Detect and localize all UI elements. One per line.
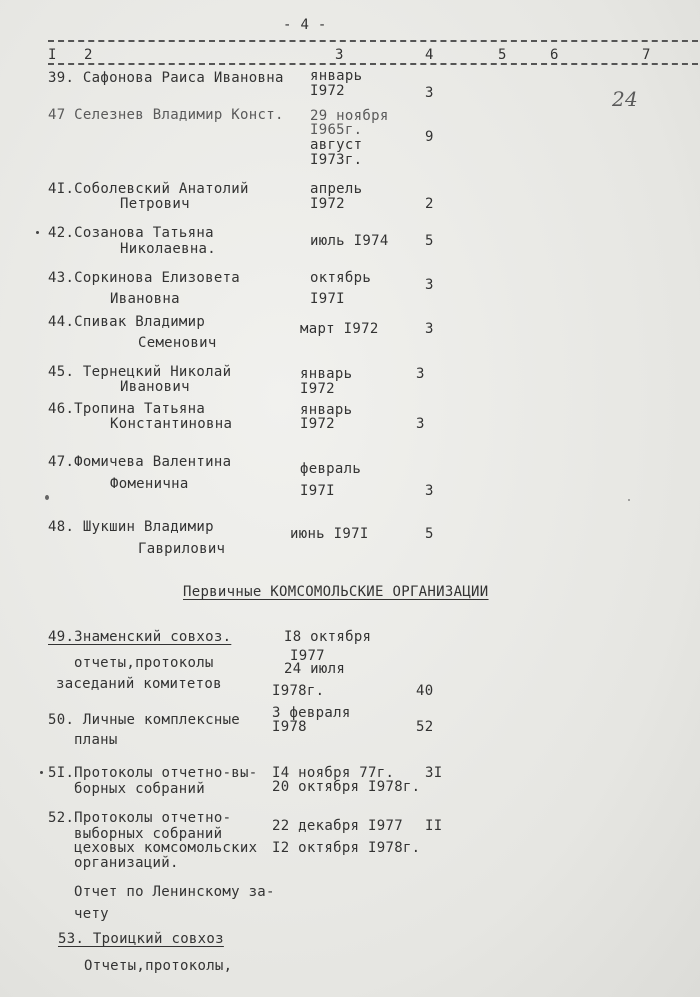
org-entry-date: I978 <box>272 719 307 735</box>
entry-date: I965г. <box>310 122 363 138</box>
entry-name-cont: Николаевна. <box>120 241 217 257</box>
column-header-6: 6 <box>550 47 559 63</box>
entry-date: март I972 <box>300 321 379 337</box>
scan-speck <box>628 499 630 501</box>
entry-date: январь <box>310 68 363 84</box>
entry-name-cont: Фоменична <box>110 476 189 492</box>
org-entry-title: 5I.Протоколы отчетно-вы- <box>48 765 258 781</box>
entry-count: 5 <box>425 233 434 249</box>
org-entry-date: I4 ноября 77г. <box>272 765 395 781</box>
org-entry-count: 40 <box>416 683 434 699</box>
scan-speck <box>40 771 43 774</box>
header-rule-bottom <box>48 63 698 65</box>
org-entry-text: заседаний комитетов <box>56 676 222 692</box>
entry-name: 43.Соркинова Елизовета <box>48 270 241 286</box>
entry-date: 29 ноября <box>310 108 389 124</box>
entry-date: I972 <box>310 196 345 212</box>
entry-count: 3 <box>425 321 434 337</box>
column-header-1: I <box>48 47 57 63</box>
entry-name: 39. Сафонова Раиса Ивановна <box>48 70 284 86</box>
entry-name-cont: Иванович <box>120 379 190 395</box>
entry-count: 9 <box>425 129 434 145</box>
org-entry-date: I2 октября I978г. <box>272 840 421 856</box>
org-entry-count: II <box>425 818 443 834</box>
column-header-4: 4 <box>425 47 434 63</box>
org-entry-text: организаций. <box>74 855 179 871</box>
entry-date: октябрь <box>310 270 372 286</box>
handwritten-sheet-number: 24 <box>612 87 639 111</box>
entry-date: I973г. <box>310 152 363 168</box>
entry-date: январь <box>300 402 353 418</box>
org-entry-text: чету <box>74 906 109 922</box>
entry-name: 42.Созанова Татьяна <box>48 225 214 241</box>
column-header-7: 7 <box>642 47 651 63</box>
org-entry-text: Отчет по Ленинскому за- <box>74 884 275 900</box>
entry-name: 4I.Соболевский Анатолий <box>48 181 249 197</box>
org-entry-date: I978г. <box>272 683 325 699</box>
org-entry-title: 50. Личные комплексные <box>48 712 241 728</box>
entry-date: I972 <box>310 83 345 99</box>
entry-date: февраль <box>300 461 362 477</box>
entry-date: август <box>310 137 363 153</box>
org-entry-text: отчеты,протоколы <box>74 655 214 671</box>
entry-name: 44.Спивак Владимир <box>48 314 206 330</box>
entry-date: июнь I97I <box>290 526 369 542</box>
org-entry-title: 49.Знаменский совхоз. <box>48 629 232 645</box>
entry-name: 45. Тернецкий Николай <box>48 364 232 380</box>
org-entry-date: 20 октября I978г. <box>272 779 421 795</box>
entry-date: I972 <box>300 381 335 397</box>
org-entry-title: 53. Троицкий совхоз <box>58 931 224 947</box>
entry-count: 3 <box>425 85 434 101</box>
entry-name-cont: Семенович <box>138 335 217 351</box>
entry-count: 3 <box>425 483 434 499</box>
entry-date: январь <box>300 366 353 382</box>
org-entry-title: 52.Протоколы отчетно- <box>48 810 232 826</box>
entry-date: I972 <box>300 416 335 432</box>
org-entry-date: I8 октября <box>284 629 372 645</box>
entry-date: июль I974 <box>310 233 389 249</box>
entry-date: I97I <box>310 291 345 307</box>
org-entry-date: 3 февраля <box>272 705 351 721</box>
entry-name: 46.Тропина Татьяна <box>48 401 206 417</box>
entry-name: 48. Шукшин Владимир <box>48 519 214 535</box>
entry-name-cont: Константиновна <box>110 416 233 432</box>
org-entry-count: 52 <box>416 719 434 735</box>
section-heading: Первичные КОМСОМОЛЬСКИЕ ОРГАНИЗАЦИИ <box>183 584 489 600</box>
column-header-2: 2 <box>84 47 93 63</box>
org-entry-count: 3I <box>425 765 443 781</box>
entry-name-cont: Ивановна <box>110 291 180 307</box>
header-rule-top <box>48 40 698 42</box>
entry-name-cont: Петрович <box>120 196 190 212</box>
org-entry-text: цеховых комсомольских <box>74 840 258 856</box>
entry-date: I97I <box>300 483 335 499</box>
org-entry-date: 22 декабря I977 <box>272 818 403 834</box>
entry-name: 47 Селезнев Владимир Конст. <box>48 107 284 123</box>
entry-name-cont: Гаврилович <box>138 541 226 557</box>
org-entry-text: Отчеты,протоколы, <box>84 958 233 974</box>
entry-count: 5 <box>425 526 434 542</box>
scan-speck <box>36 231 39 234</box>
page-number: - 4 - <box>283 17 327 33</box>
org-entry-text: планы <box>74 732 118 748</box>
scan-speck <box>45 495 49 500</box>
org-entry-text: выборных собраний <box>74 826 223 842</box>
entry-count: 3 <box>416 366 425 382</box>
entry-count: 3 <box>416 416 425 432</box>
entry-count: 2 <box>425 196 434 212</box>
org-entry-date: I977 <box>290 648 325 664</box>
org-entry-date: 24 июля <box>284 661 346 677</box>
entry-name: 47.Фомичева Валентина <box>48 454 232 470</box>
entry-count: 3 <box>425 277 434 293</box>
column-header-5: 5 <box>498 47 507 63</box>
entry-date: апрель <box>310 181 363 197</box>
org-entry-text: борных собраний <box>74 781 205 797</box>
column-header-3: 3 <box>335 47 344 63</box>
